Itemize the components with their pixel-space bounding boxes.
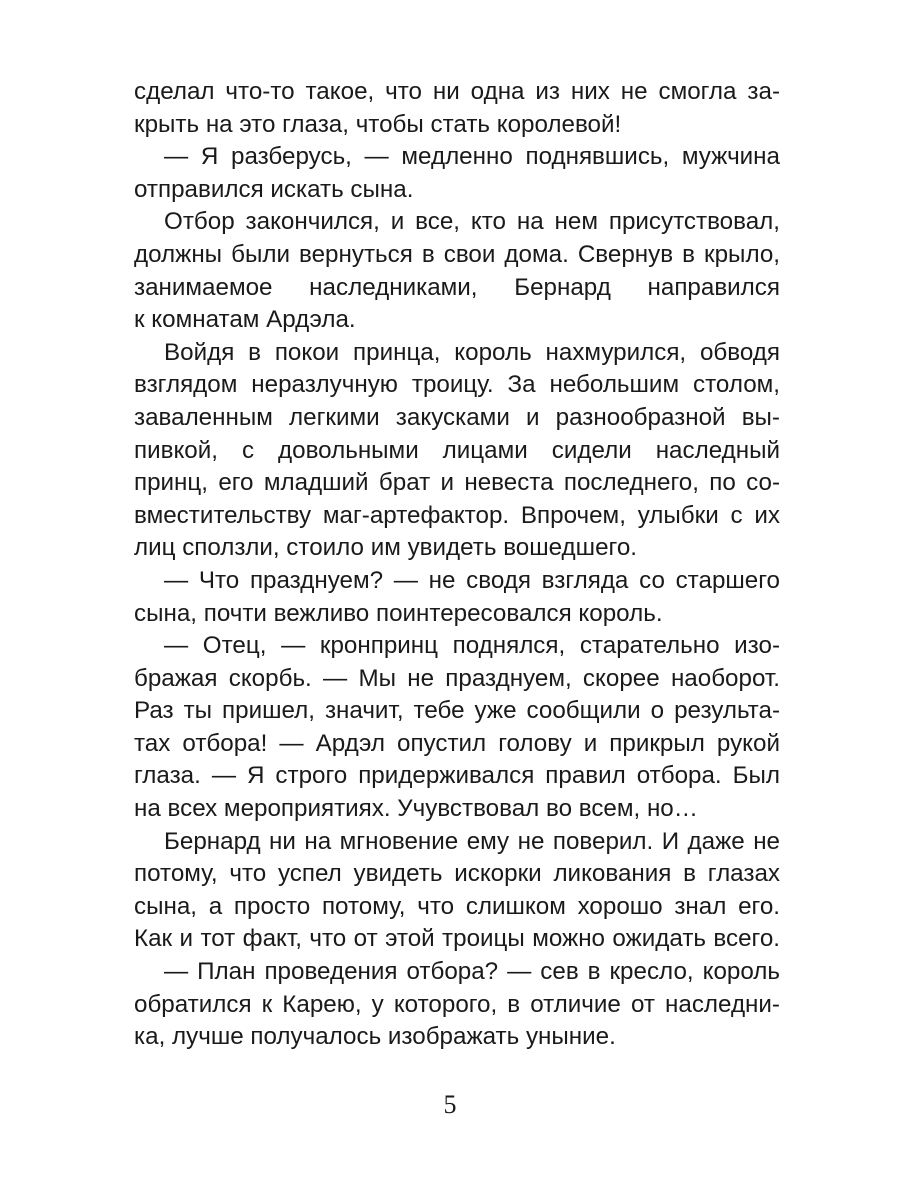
text-line: бражая скорбь. — Мы не празднуем, скорее наоборот.	[134, 664, 780, 692]
text-line: — План проведения отбора? — сев в кресло, король	[164, 958, 780, 986]
text-line: — Я разберусь, — медленно поднявшись, мужчина	[164, 143, 780, 171]
text-line: взглядом неразлучную троицу. За небольшим столом,	[134, 371, 780, 399]
text-line: лиц сползли, стоило им увидеть вошедшего.	[134, 534, 637, 562]
text-line: — Что празднуем? — не сводя взгляда со старшего	[164, 566, 780, 594]
text-line: Войдя в покои принца, король нахмурился, обводя	[164, 338, 780, 366]
text-line: вместительству маг-артефактор. Впрочем, улыбки с их	[134, 501, 780, 529]
text-line: принц, его младший брат и невеста последнего, по со-	[134, 469, 780, 497]
text-line: отправился искать сына.	[134, 175, 414, 203]
text-line: пивкой, с довольными лицами сидели наследный	[134, 436, 780, 464]
text-line: сына, а просто потому, что слишком хорошо знал его.	[134, 892, 780, 920]
text-line: заваленным легкими закусками и разнообразной вы-	[134, 403, 780, 431]
text-line: глаза. — Я строго придерживался правил отбора. Был	[134, 762, 780, 790]
page-number: 5	[443, 1090, 457, 1119]
text-line: должны были вернуться в свои дома. Свернув в крыло,	[134, 240, 780, 268]
text-line: крыть на это глаза, чтобы стать королевой!	[134, 110, 622, 138]
text-line: ка, лучше получалось изображать уныние.	[134, 1023, 616, 1051]
text-line: на всех мероприятиях. Учувствовал во всем, но…	[134, 795, 698, 823]
text-line: сына, почти вежливо поинтересовался король.	[134, 599, 663, 627]
text-line: тах отбора! — Ардэл опустил голову и прикрыл рукой	[134, 729, 780, 757]
text-line: занимаемое наследниками, Бернард направился	[134, 273, 780, 301]
text-line: сделал что-то такое, что ни одна из них не смогла за-	[134, 78, 780, 105]
text-line: Как и тот факт, что от этой троицы можно ожидать всего.	[134, 925, 780, 953]
text-line: Бернард ни на мгновение ему не поверил. И даже не	[164, 827, 780, 855]
body-text	[134, 76, 780, 1054]
text-line: обратился к Карею, у которого, в отличие от наследни-	[134, 990, 780, 1018]
text-line: потому, что успел увидеть искорки ликования в глазах	[134, 860, 780, 888]
text-line: — Отец, — кронпринц поднялся, старательно изо-	[164, 632, 780, 660]
text-line: Отбор закончился, и все, кто на нем присутствовал,	[164, 208, 780, 236]
text-line: к комнатам Ардэла.	[134, 306, 356, 334]
text-line: Раз ты пришел, значит, тебе уже сообщили о результа-	[134, 697, 780, 725]
